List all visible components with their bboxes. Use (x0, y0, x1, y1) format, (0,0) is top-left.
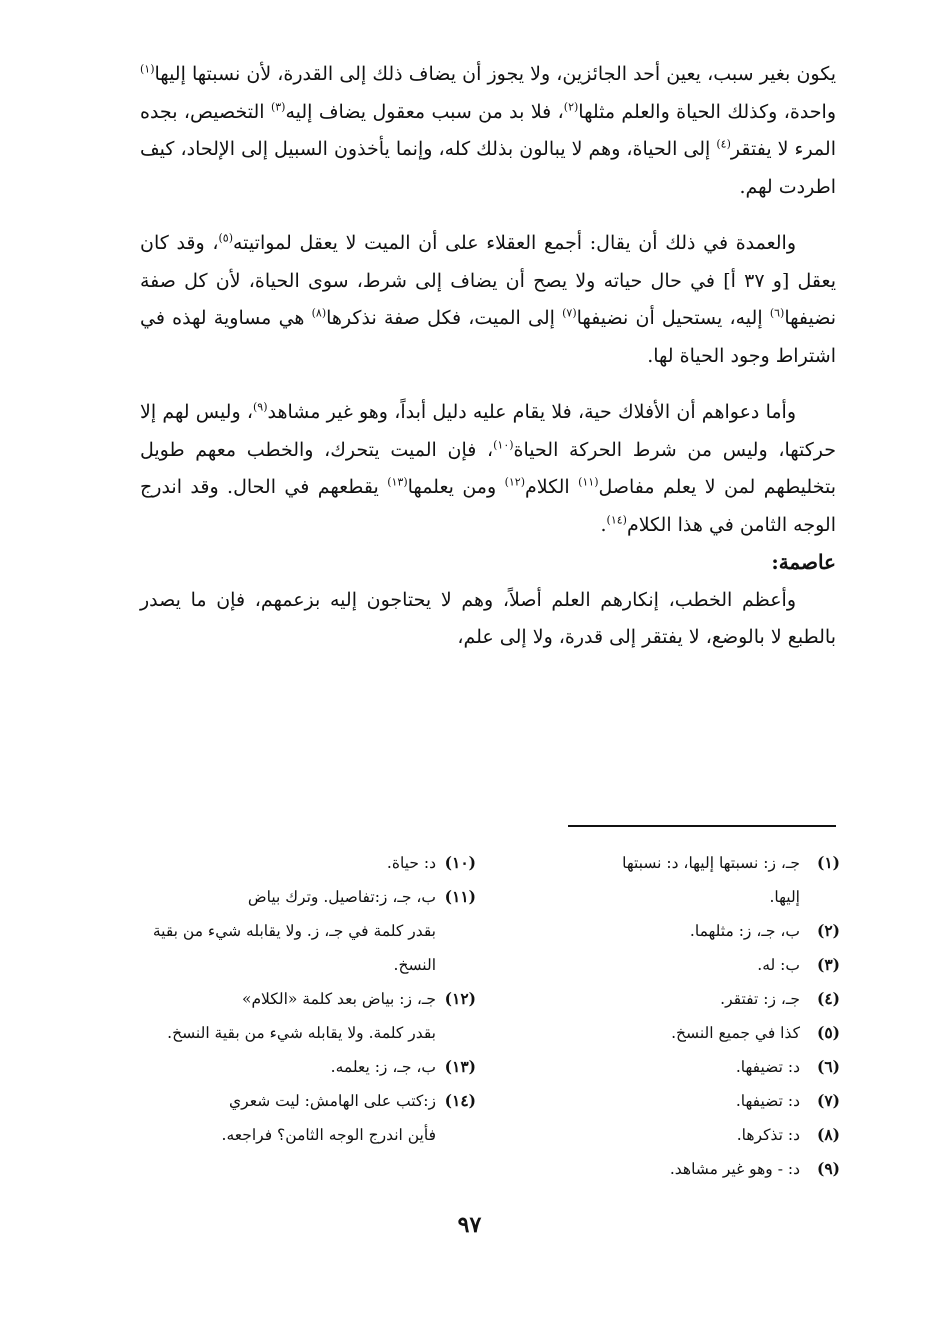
footnote-marker: (١٠) (493, 438, 514, 452)
footnote (500, 1084, 840, 1118)
footnote-text: جـ، ز: بياض بعد كلمة «الكلام» (241, 990, 436, 1008)
footnote-number: (٧) (816, 1091, 840, 1110)
footnote-text: ب، جـ، ز: مثلهما. (689, 922, 800, 940)
footnote-marker: (١١) (578, 475, 599, 489)
footnote-marker: (٢) (563, 100, 579, 114)
paragraph-3: وأما دعواهم أن الأفلاك حية، فلا يقام عليه دليل أبداً، وهو غير مشاهد$^{(٩)}$، وليس لهم إلا حركتها، وليس من شرط الحركة الحياة$^{(١٠)}$، فإن الميت يتحرك، والخطب معهم طويل بتخليطهم لمن لا يعلم مفاصل$^{(١١)}$ الكلام$^{(١٢)}$ ومن يعلمها$^{(١٣)}$ يقطعهم في الحال. وقد اندرج الوجه الثامن في هذا الكلام$^{(١٤)}$. (140, 400, 836, 536)
footnote-number: (٨) (816, 1125, 840, 1144)
footnote-text: ز:كتب على الهامش: ليت شعري (229, 1092, 436, 1110)
footnote-number: (١٢) (444, 989, 476, 1008)
footnote-number: (١٤) (444, 1091, 476, 1110)
footnote-marker: (١٤) (606, 513, 627, 527)
footnote-number: (٢) (816, 921, 840, 940)
footnote (500, 1118, 840, 1152)
main-text (140, 56, 836, 657)
section-heading: عاصمة: (771, 550, 836, 574)
footnote-text: ب، جـ، ز: يعلمه. (330, 1058, 436, 1076)
footnote-text-continued: بقدر كلمة في جـ، ز. ولا يقابله شيء من بقية النسخ. (152, 922, 436, 974)
footnote (500, 1016, 840, 1050)
footnote-marker: (٩) (252, 400, 268, 414)
footnote-text: د: تذكرها. (736, 1126, 800, 1144)
footnote-number: (٩) (816, 1159, 840, 1178)
footnote-text: ب، جـ، ز:تفاصيل. وترك بياض (247, 888, 436, 906)
footnote-number: (١١) (444, 887, 476, 906)
footnote-marker: (١٣) (387, 475, 408, 489)
footnote (140, 846, 476, 880)
footnote-text: جـ، ز: نسبتها إليها، د: نسبتها (622, 854, 800, 872)
footnote-marker: (٨) (311, 306, 327, 320)
footnote-separator (568, 825, 836, 827)
footnote (140, 982, 476, 1050)
footnote-number: (١) (816, 853, 840, 872)
paragraph-1: يكون بغير سبب، يعين أحد الجائزين، ولا يجوز أن يضاف ذلك إلى القدرة، لأن نسبتها إليها$^{(١)}$ واحدة، وكذلك الحياة والعلم مثلها$^{(٢)}$، فلا بد من سبب معقول يضاف إليه$^{(٣)}$ التخصيص، بجده المرء لا يفتقر$^{(٤)}$ إلى الحياة، وهم لا يبالون بذلك كله، وإنما يأخذون السبيل إلى الإلحاد، كيف اطردت لهم. (140, 62, 836, 198)
page-number: ٩٧ (457, 1212, 482, 1238)
footnote (500, 1152, 840, 1186)
footnote-number: (٤) (816, 989, 840, 1008)
footnote-marker: (١٢) (504, 475, 525, 489)
footnote (140, 1084, 476, 1152)
footnote-text-continued: فأين اندرج الوجه الثامن؟ فراجعه. (221, 1126, 436, 1144)
footnote-text: كذا في جميع النسخ. (671, 1024, 800, 1042)
footnote (500, 948, 840, 982)
footnote-number: (١٠) (444, 853, 476, 872)
footnote-text: د: تضيفها. (735, 1092, 800, 1110)
footnote (500, 982, 840, 1016)
footnote-number: (٦) (816, 1057, 840, 1076)
footnote (140, 880, 476, 982)
footnote (500, 846, 840, 914)
footnote-number: (١٣) (444, 1057, 476, 1076)
footnote-number: (٥) (816, 1023, 840, 1042)
footnote-marker: (٥) (218, 231, 233, 245)
footnote-text: جـ، ز: تفتقر. (720, 990, 800, 1008)
footnote-number: (٣) (816, 955, 840, 974)
footnote-marker: (٧) (562, 306, 577, 320)
paragraph-4: وأعظم الخطب، إنكارهم العلم أصلاً، وهم لا يحتاجون إليه بزعمهم، فإن ما يصدر بالطبع لا بالوضع، لا يفتقر إلى قدرة، ولا إلى علم، (140, 588, 836, 648)
paragraph-2: والعمدة في ذلك أن يقال: أجمع العقلاء على أن الميت لا يعقل لمواتيته$^{(٥)}$، وقد كان يعقل [و ٣٧ أ] في حال حياته ولا يصح أن يضاف إلى شرط، سوى الحياة، لأن كل صفة نضيفها$^{(٦)}$ إليه، يستحيل أن نضيفها$^{(٧)}$ إلى الميت، فكل صفة نذكرها$^{(٨)}$ هي مساوية لهذه في اشتراط وجود الحياة لها. (140, 231, 836, 367)
footnote-text: د: حياة. (386, 854, 436, 872)
footnote (500, 914, 840, 948)
footnote-marker: (٣) (270, 100, 286, 114)
footnote-marker: (٤) (716, 137, 731, 151)
footnote-text: د: تضيفها. (735, 1058, 800, 1076)
footnote-marker: (٦) (769, 306, 785, 320)
footnotes-left-column (140, 846, 476, 1152)
footnote-text-continued: إليها. (769, 888, 800, 906)
footnote-text: ب: له. (757, 956, 800, 974)
footnote-marker: (١) (140, 62, 155, 76)
footnote (500, 1050, 840, 1084)
footnote (140, 1050, 476, 1084)
footnotes-right-column (500, 846, 840, 1186)
footnote-text-continued: بقدر كلمة. ولا يقابله شيء من بقية النسخ. (167, 1024, 436, 1042)
footnote-text: د: - وهو غير مشاهد. (669, 1160, 800, 1178)
